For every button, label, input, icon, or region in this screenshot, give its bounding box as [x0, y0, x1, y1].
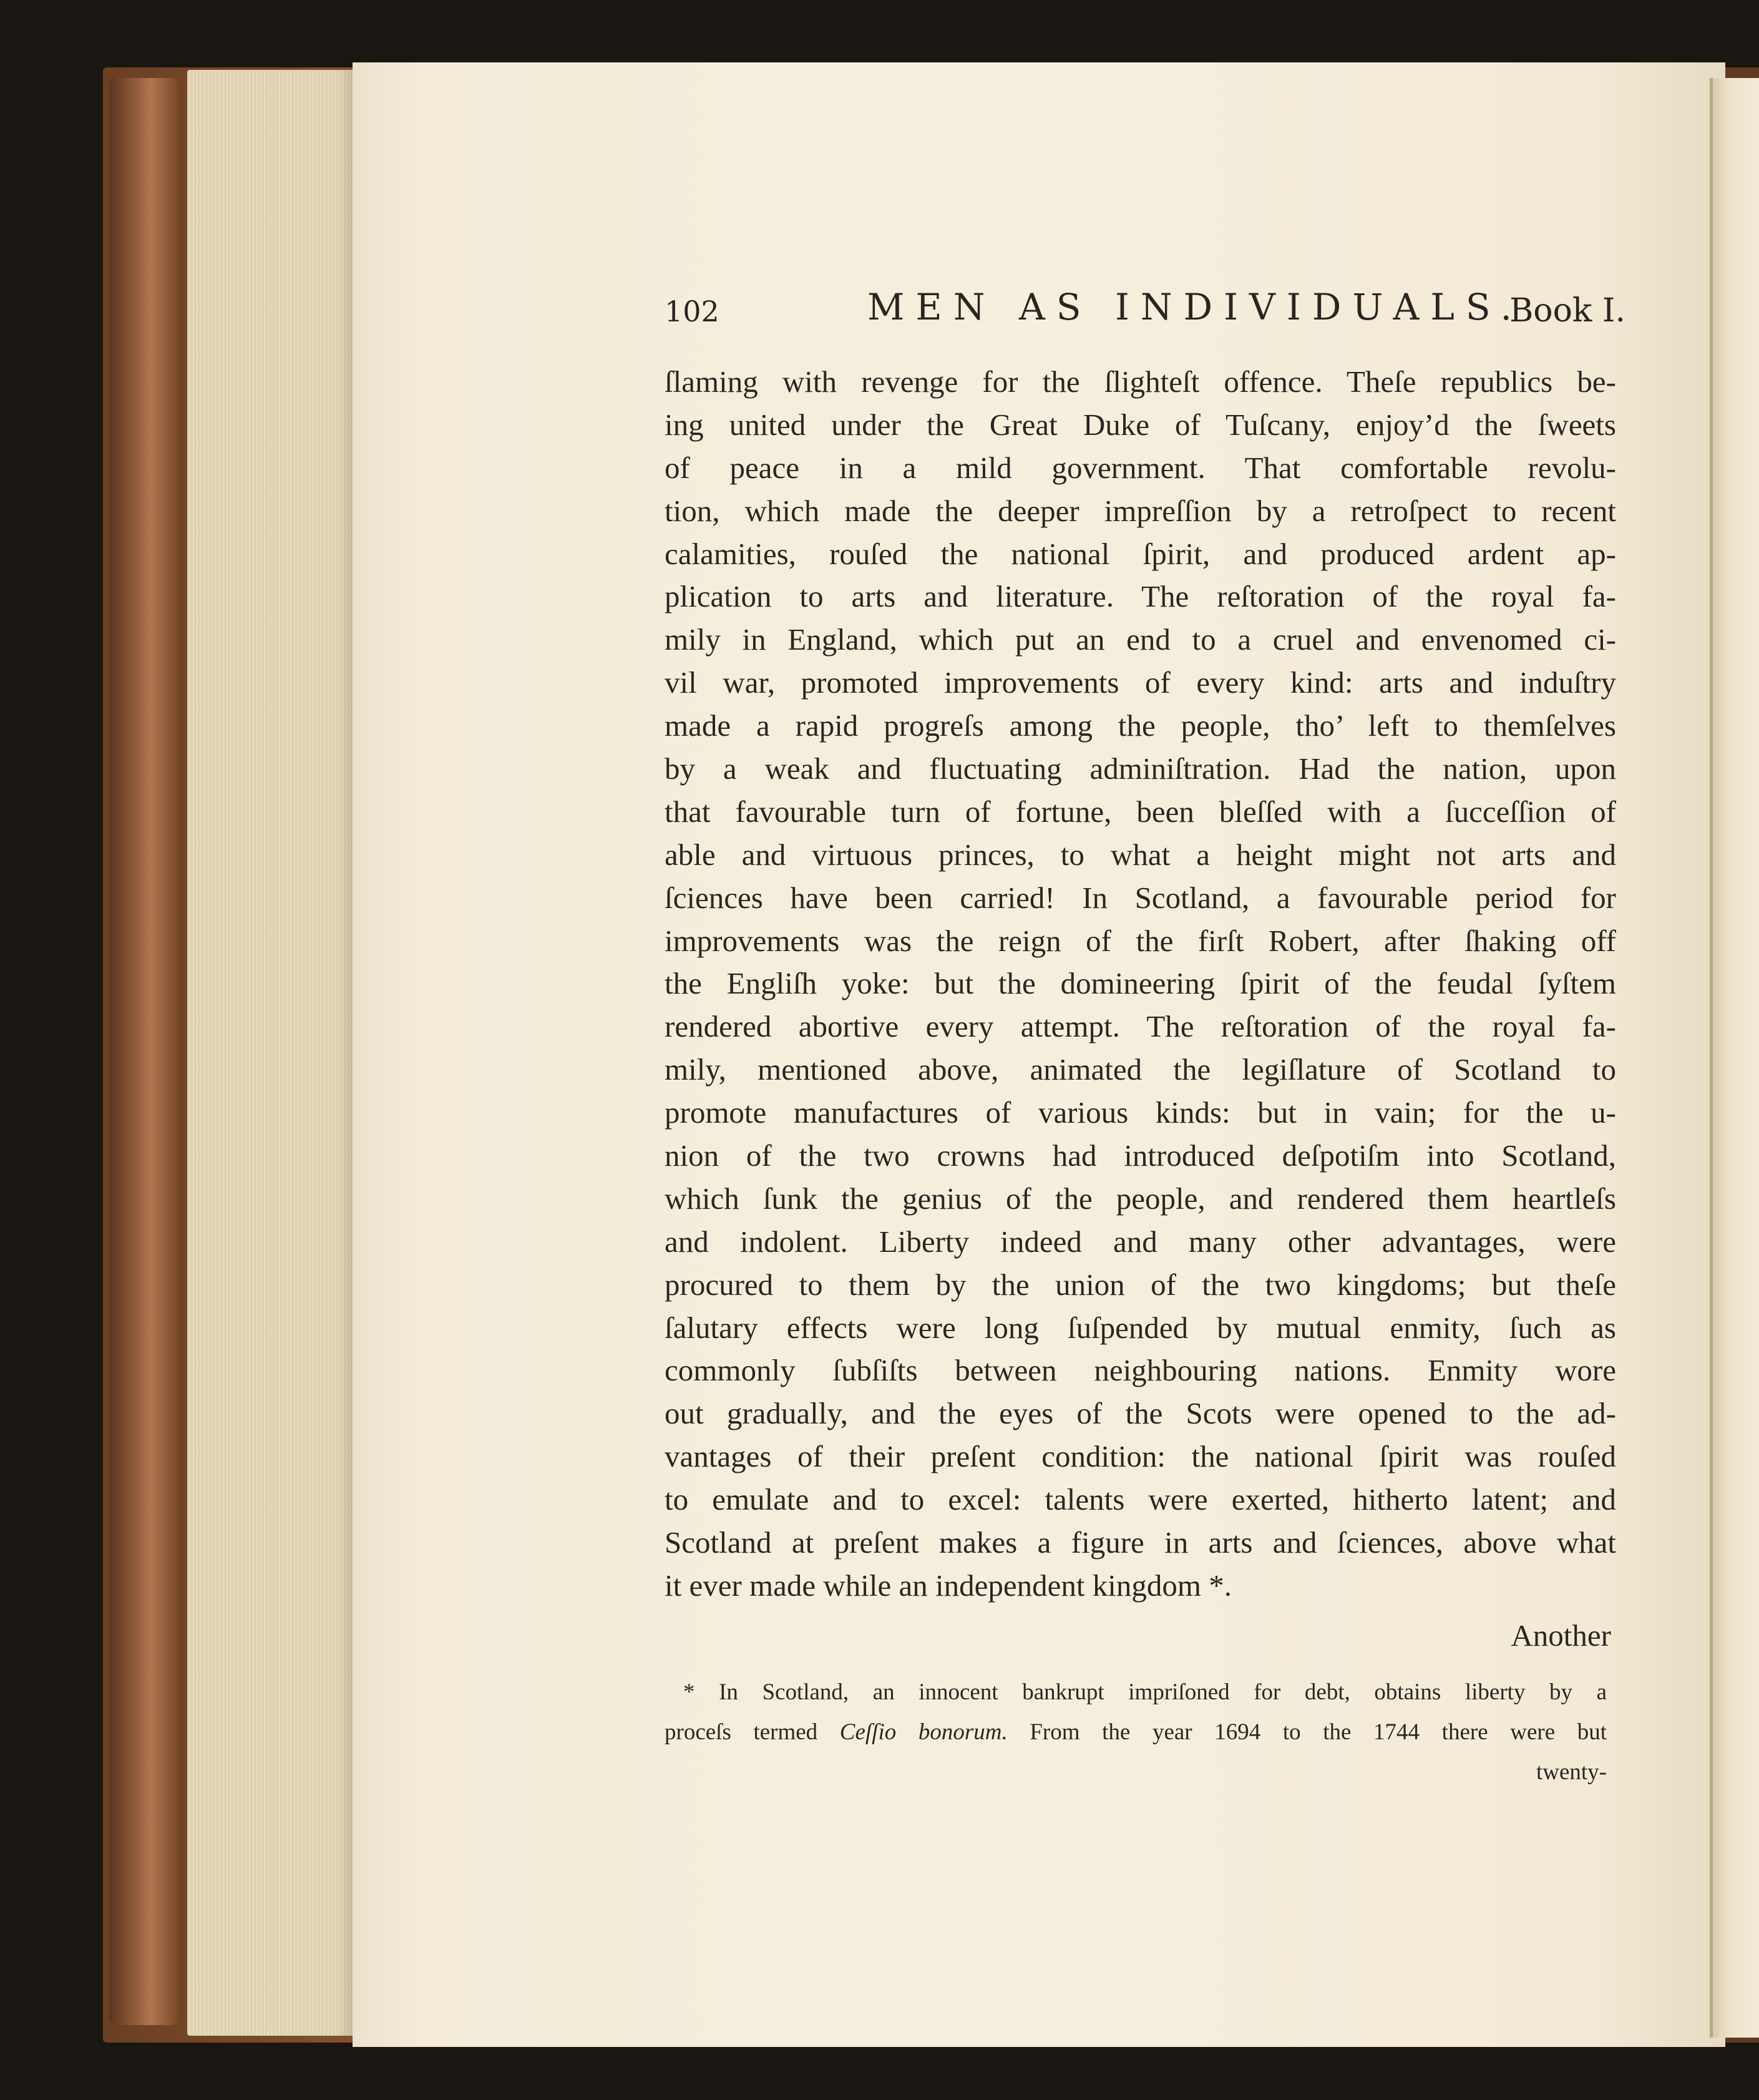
text-line: vil war, promoted improvements of every kind: arts and induſtry — [665, 665, 1616, 700]
book-spine-edge — [109, 78, 178, 2025]
text-line: that favourable turn of fortune, been bleſſed with a ſucceſſion of — [665, 794, 1616, 829]
text-line: ſalutary effects were long ſuſpended by mutual enmity, ſuch as — [665, 1310, 1616, 1345]
footnote-line — [665, 1712, 1607, 1752]
text-line: to emulate and to excel: talents were exerted, hitherto latent; and — [665, 1482, 1616, 1517]
text-line: commonly ſubſiſts between neighbouring nations. Enmity wore — [665, 1353, 1616, 1388]
running-head — [665, 286, 1625, 336]
text-line: it ever made while an independent kingdom *. — [665, 1568, 1232, 1603]
text-line: by a weak and fluctuating adminiſtration. Had the nation, upon — [665, 751, 1616, 786]
footnote-text: From the year 1694 to the 1744 there were but — [1007, 1719, 1607, 1745]
text-line: ſlaming with revenge for the ſlighteſt offence. Theſe republics be- — [665, 364, 1616, 399]
page-block-edges — [187, 70, 356, 2036]
text-line: improvements was the reign of the firſt Robert, after ſhaking off — [665, 923, 1616, 958]
facing-page-edge — [1713, 78, 1759, 2038]
footnote-italic-term: Ceſſio bonorum. — [839, 1719, 1008, 1745]
catchword: Another — [1511, 1618, 1611, 1653]
page-number: 102 — [665, 295, 719, 328]
text-line: nion of the two crowns had introduced deſpotiſm into Scotland, — [665, 1138, 1616, 1173]
text-line: Scotland at preſent makes a figure in arts and ſciences, above what — [665, 1525, 1616, 1560]
text-line: out gradually, and the eyes of the Scots were opened to the ad- — [665, 1396, 1616, 1431]
text-line: made a rapid progreſs among the people, tho’ left to themſelves — [665, 708, 1616, 743]
text-line: able and virtuous princes, to what a height might not arts and — [665, 837, 1616, 872]
footnote — [665, 1673, 1607, 1792]
text-line: procured to them by the union of the two kingdoms; but theſe — [665, 1267, 1616, 1302]
text-line: and indolent. Liberty indeed and many other advantages, were — [665, 1224, 1616, 1259]
text-line: tion, which made the deeper impreſſion by a retroſpect to recent — [665, 493, 1616, 528]
text-line: plication to arts and literature. The reſtoration of the royal fa- — [665, 579, 1616, 614]
footnote-text: proceſs termed — [665, 1719, 840, 1745]
text-line: calamities, rouſed the national ſpirit, and produced ardent ap- — [665, 536, 1616, 571]
text-line: ſciences have been carried! In Scotland, a favourable period for — [665, 880, 1616, 915]
text-line: mily, mentioned above, animated the legiſlature of Scotland to — [665, 1052, 1616, 1087]
text-line: mily in England, which put an end to a cruel and envenomed ci- — [665, 622, 1616, 657]
text-line: of peace in a mild government. That comfortable revolu- — [665, 450, 1616, 485]
book-reference: Book I. — [1509, 292, 1625, 330]
text-line: which ſunk the genius of the people, and rendered them heartleſs — [665, 1181, 1616, 1216]
text-line: promote manufactures of various kinds: but in vain; for the u- — [665, 1095, 1616, 1130]
text-line: rendered abortive every attempt. The reſtoration of the royal fa- — [665, 1009, 1616, 1044]
running-title: MEN AS INDIVIDUALS. — [867, 286, 1523, 328]
footnote-line: twenty- — [1536, 1759, 1607, 1785]
footnote-line: * In Scotland, an innocent bankrupt impriſoned for debt, obtains liberty by a — [683, 1679, 1607, 1705]
text-line: vantages of their preſent condition: the national ſpirit was rouſed — [665, 1439, 1616, 1474]
text-line: ing united under the Great Duke of Tuſcany, enjoy’d the ſweets — [665, 407, 1616, 442]
body-text — [665, 361, 1616, 1608]
text-line: the Engliſh yoke: but the domineering ſpirit of the feudal ſyſtem — [665, 966, 1616, 1001]
